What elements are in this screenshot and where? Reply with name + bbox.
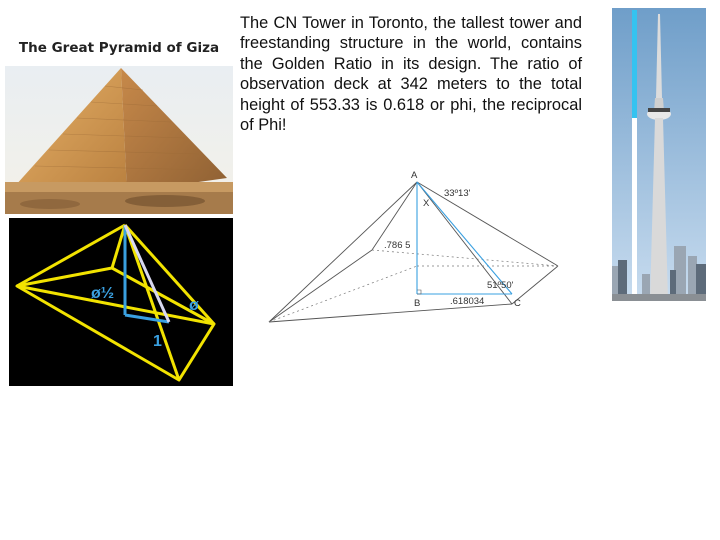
pyramid-caption: The Great Pyramid of Giza: [18, 40, 220, 56]
great-pyramid-photo: [5, 66, 233, 214]
point-b-label: B: [414, 298, 421, 309]
point-c-label: C: [514, 298, 521, 309]
base-value-label: .618034: [450, 296, 485, 307]
half-phi-label: ø½: [91, 285, 115, 302]
pyramid-phi-diagram: [9, 218, 233, 386]
cn-tower-photo: [612, 8, 706, 301]
pyramid-geometry-diagram: [262, 162, 592, 332]
point-x-label: X: [423, 198, 430, 209]
one-label: 1: [153, 333, 162, 350]
angle-base-label: 51º50': [487, 280, 514, 291]
point-a-label: A: [411, 170, 418, 181]
height-label: .786 5: [384, 240, 411, 251]
cn-tower-paragraph: The CN Tower in Toronto, the tallest tower and freestanding structure in the world, contains the Golden Ratio in its design. The ratio of observation deck at 342 meters to the total height of 553.33 is 0.618 or phi, the reciprocal of Phi!: [240, 14, 582, 135]
angle-top-label: 33º13': [444, 188, 471, 199]
phi-label: ø: [189, 297, 199, 314]
